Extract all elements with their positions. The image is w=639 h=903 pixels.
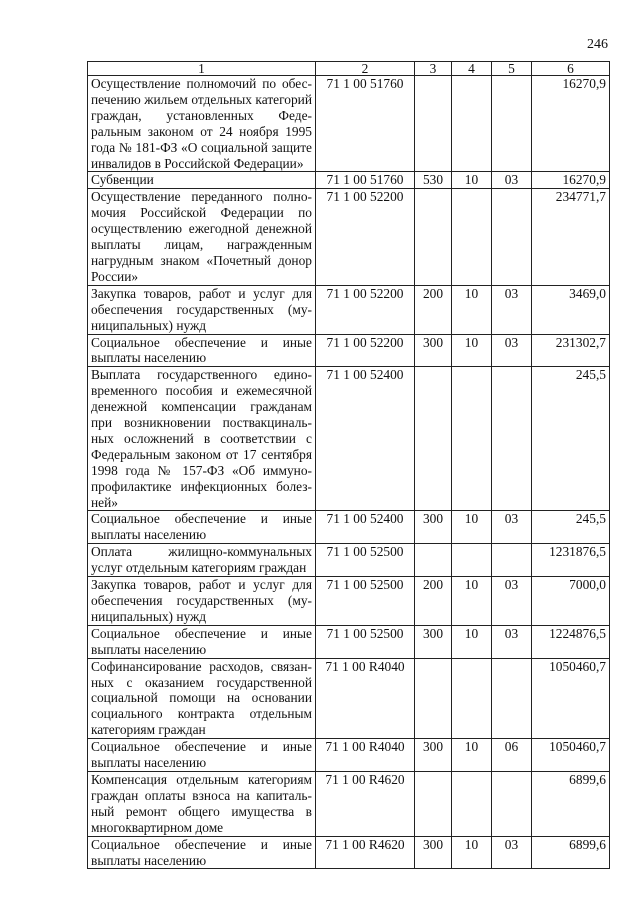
table-row — [88, 771, 610, 836]
column-header: 6 — [532, 62, 610, 76]
row-column-4 — [452, 658, 492, 739]
row-column-4: 10 — [452, 577, 492, 626]
table-row — [88, 836, 610, 869]
row-amount: 245,5 — [532, 367, 610, 511]
row-column-3 — [415, 189, 452, 285]
row-column-3 — [415, 544, 452, 577]
row-column-4 — [452, 76, 492, 172]
row-column-5: 03 — [492, 172, 532, 189]
row-column-5 — [492, 544, 532, 577]
table-row — [88, 189, 610, 285]
row-code: 71 1 00 52200 — [316, 189, 415, 285]
row-amount: 6899,6 — [532, 836, 610, 869]
row-column-3 — [415, 76, 452, 172]
row-amount: 1050460,7 — [532, 658, 610, 739]
row-column-3: 300 — [415, 739, 452, 772]
row-column-4: 10 — [452, 172, 492, 189]
row-amount: 245,5 — [532, 511, 610, 544]
row-column-4: 10 — [452, 836, 492, 869]
row-amount: 3469,0 — [532, 285, 610, 334]
row-column-3: 200 — [415, 285, 452, 334]
row-column-5: 06 — [492, 739, 532, 772]
row-amount: 1224876,5 — [532, 625, 610, 658]
column-header: 1 — [88, 62, 316, 76]
row-column-3 — [415, 771, 452, 836]
row-description: Субвенции — [88, 172, 316, 189]
column-header: 3 — [415, 62, 452, 76]
row-column-4 — [452, 544, 492, 577]
row-column-5 — [492, 189, 532, 285]
row-description: Осуществление переданного полномочия Российской Федерации по осуществлению ежегодной денежной выплаты лицам, награжденным нагрудным знаком «Почетный донор России» — [88, 189, 316, 285]
table-row — [88, 285, 610, 334]
row-amount: 7000,0 — [532, 577, 610, 626]
row-column-5: 03 — [492, 836, 532, 869]
row-column-4: 10 — [452, 285, 492, 334]
row-column-4: 10 — [452, 511, 492, 544]
table-row — [88, 367, 610, 511]
row-column-3 — [415, 367, 452, 511]
row-code: 71 1 00 52200 — [316, 334, 415, 367]
row-description: Социальное обеспечение и иные выплаты населению — [88, 739, 316, 772]
table-row — [88, 172, 610, 189]
row-code: 71 1 00 R4040 — [316, 739, 415, 772]
row-description: Закупка товаров, работ и услуг для обеспечения государственных (муниципальных) нужд — [88, 285, 316, 334]
column-header: 4 — [452, 62, 492, 76]
row-description: Социальное обеспечение и иные выплаты населению — [88, 334, 316, 367]
row-column-5: 03 — [492, 334, 532, 367]
row-amount: 16270,9 — [532, 172, 610, 189]
row-code: 71 1 00 R4620 — [316, 771, 415, 836]
row-column-5 — [492, 76, 532, 172]
table-row — [88, 658, 610, 739]
row-code: 71 1 00 R4040 — [316, 658, 415, 739]
row-column-3: 200 — [415, 577, 452, 626]
row-amount: 16270,9 — [532, 76, 610, 172]
column-header: 5 — [492, 62, 532, 76]
row-code: 71 1 00 R4620 — [316, 836, 415, 869]
row-description: Компенсация отдельным категориям граждан оплаты взноса на капитальный ремонт общего имущества в многоквартирном доме — [88, 771, 316, 836]
row-column-5: 03 — [492, 285, 532, 334]
table-row — [88, 739, 610, 772]
row-code: 71 1 00 52500 — [316, 577, 415, 626]
table-row — [88, 577, 610, 626]
row-column-4: 10 — [452, 625, 492, 658]
row-description: Выплата государственного единовременного пособия и ежемесячной денежной компенсации гражданам при возникновении поствакцинальных осложнений в соответствии с Федеральным законом от 17 сентября 1998 года № 157-ФЗ «Об иммунопрофилактике инфекционных болезней» — [88, 367, 316, 511]
header-row — [88, 62, 610, 76]
row-code: 71 1 00 52400 — [316, 511, 415, 544]
row-description: Социальное обеспечение и иные выплаты населению — [88, 836, 316, 869]
budget-table — [87, 61, 610, 869]
row-description: Социальное обеспечение и иные выплаты населению — [88, 625, 316, 658]
row-column-3: 300 — [415, 511, 452, 544]
row-column-5: 03 — [492, 511, 532, 544]
row-amount: 1231876,5 — [532, 544, 610, 577]
row-amount: 234771,7 — [532, 189, 610, 285]
table-row — [88, 76, 610, 172]
row-code: 71 1 00 52400 — [316, 367, 415, 511]
row-column-4 — [452, 771, 492, 836]
row-description: Софинансирование расходов, связанных с оказанием государственной социальной помощи на основании социального контракта отдельным категориям граждан — [88, 658, 316, 739]
row-description: Закупка товаров, работ и услуг для обеспечения государственных (муниципальных) нужд — [88, 577, 316, 626]
row-column-4: 10 — [452, 334, 492, 367]
row-description: Оплата жилищно-коммунальных услуг отдельным категориям граждан — [88, 544, 316, 577]
row-code: 71 1 00 51760 — [316, 76, 415, 172]
row-code: 71 1 00 52200 — [316, 285, 415, 334]
row-amount: 231302,7 — [532, 334, 610, 367]
row-column-3 — [415, 658, 452, 739]
table-row — [88, 544, 610, 577]
table-body — [88, 76, 610, 869]
row-column-3: 300 — [415, 625, 452, 658]
row-column-3: 300 — [415, 836, 452, 869]
row-column-4 — [452, 189, 492, 285]
column-header: 2 — [316, 62, 415, 76]
row-column-5 — [492, 771, 532, 836]
row-code: 71 1 00 51760 — [316, 172, 415, 189]
row-column-5 — [492, 658, 532, 739]
row-column-5: 03 — [492, 625, 532, 658]
row-column-5 — [492, 367, 532, 511]
row-description: Осуществление полномочий по обеспечению жильем отдельных категорий граждан, установленных Федеральным законом от 24 ноября 1995 года № 181-ФЗ «О социальной защите инвалидов в Российской Федерации» — [88, 76, 316, 172]
row-amount: 6899,6 — [532, 771, 610, 836]
table-row — [88, 625, 610, 658]
row-column-4: 10 — [452, 739, 492, 772]
row-column-3: 300 — [415, 334, 452, 367]
table-row — [88, 511, 610, 544]
page-number: 246 — [587, 37, 608, 52]
row-column-5: 03 — [492, 577, 532, 626]
row-column-4 — [452, 367, 492, 511]
row-column-3: 530 — [415, 172, 452, 189]
table-row — [88, 334, 610, 367]
row-code: 71 1 00 52500 — [316, 625, 415, 658]
row-code: 71 1 00 52500 — [316, 544, 415, 577]
row-amount: 1050460,7 — [532, 739, 610, 772]
row-description: Социальное обеспечение и иные выплаты населению — [88, 511, 316, 544]
